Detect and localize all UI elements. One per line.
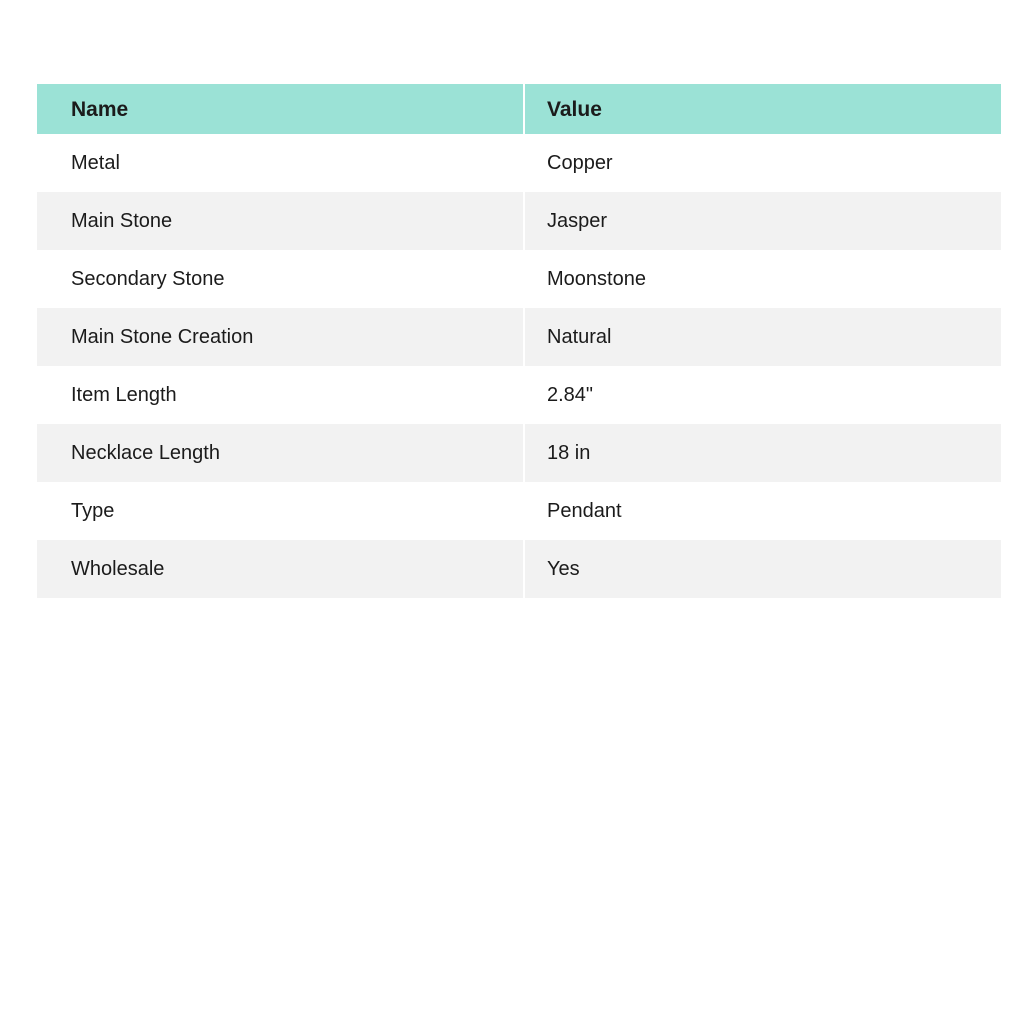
cell-name: Main Stone Creation [37, 308, 523, 366]
header-cell-name: Name [37, 84, 523, 134]
table-row [37, 540, 1001, 598]
table-row [37, 308, 1001, 366]
cell-value: Jasper [525, 192, 1001, 250]
cell-name: Metal [37, 134, 523, 192]
table-row [37, 424, 1001, 482]
cell-value: Yes [525, 540, 1001, 598]
spec-table [37, 84, 1001, 598]
table-row [37, 192, 1001, 250]
cell-value: Copper [525, 134, 1001, 192]
cell-value: Pendant [525, 482, 1001, 540]
table-row [37, 134, 1001, 192]
cell-name: Main Stone [37, 192, 523, 250]
cell-name: Wholesale [37, 540, 523, 598]
table-row [37, 250, 1001, 308]
table-header-row [37, 84, 1001, 134]
cell-value: 18 in [525, 424, 1001, 482]
cell-name: Type [37, 482, 523, 540]
cell-name: Item Length [37, 366, 523, 424]
cell-name: Secondary Stone [37, 250, 523, 308]
cell-value: Natural [525, 308, 1001, 366]
cell-value: Moonstone [525, 250, 1001, 308]
table-row [37, 366, 1001, 424]
cell-name: Necklace Length [37, 424, 523, 482]
header-cell-value: Value [525, 84, 1001, 134]
table-row [37, 482, 1001, 540]
cell-value: 2.84" [525, 366, 1001, 424]
